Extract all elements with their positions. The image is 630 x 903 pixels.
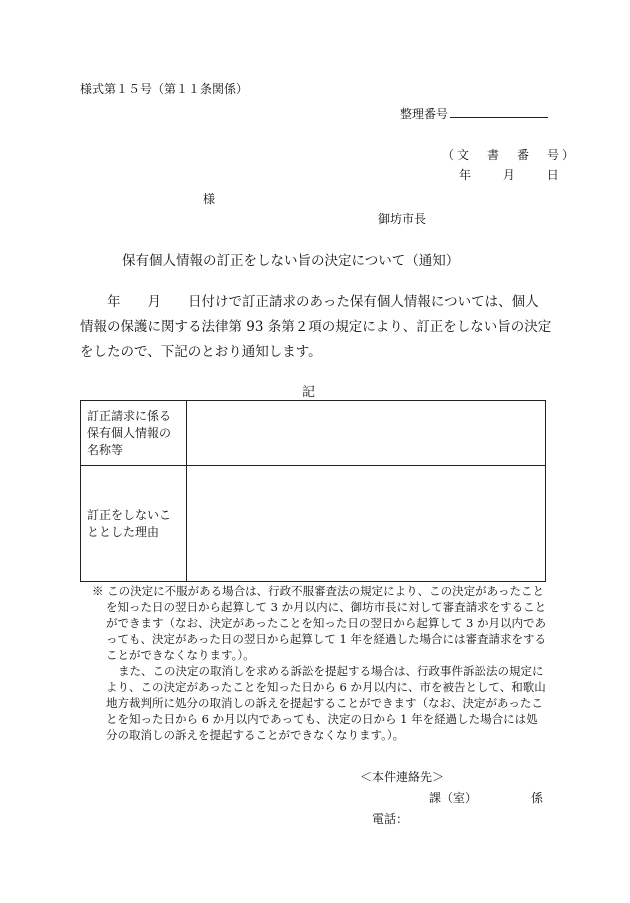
- date-day: 日: [546, 168, 559, 182]
- document-number: （文 書 番 号）: [442, 148, 578, 162]
- contact-section: [429, 789, 543, 806]
- table-label-reason: 訂正をしないこととした理由: [81, 466, 187, 582]
- table-value-reason: [187, 466, 546, 582]
- body-paragraph: 年 月 日付けで訂正請求のあった保有個人情報については、個人情報の保護に関する法律第 93 条第２項の規定により、訂正をしない旨の決定をしたので、下記のとおり通知します。: [80, 294, 552, 360]
- form-number: 様式第１５号（第１１条関係）: [80, 82, 249, 96]
- date-line: [459, 166, 559, 183]
- recipient: 様: [203, 192, 216, 206]
- issuer: 御坊市長: [378, 212, 427, 226]
- contact-phone: 電話：: [372, 812, 409, 826]
- ki-heading: 記: [302, 385, 316, 400]
- reference-number: [400, 105, 548, 122]
- date-month: 月: [502, 168, 515, 182]
- contact-header: ＜本件連絡先＞: [360, 770, 445, 784]
- info-table: [80, 400, 546, 582]
- contact-section-label: 課（室）: [429, 791, 478, 805]
- table-row: [81, 401, 546, 466]
- reference-number-label: 整理番号: [400, 107, 449, 121]
- table-value-info-name: [187, 401, 546, 466]
- notes: [92, 583, 549, 743]
- note-appeal: ※ この決定に不服がある場合は、行政不服審査法の規定により、この決定があったことを知った日の翌日から起算して 3 か月以内に、御坊市長に対して審査請求をすることができます（なお、決定があったことを知った日の翌日から起算して 3 か月以内であっても、決定があった日の翌日から起算して 1 年を経過した場合には審査請求をすることができなくなります。）。: [92, 584, 547, 662]
- reference-number-blank: [450, 105, 548, 118]
- table-row: [81, 466, 546, 582]
- note-lawsuit: また、この決定の取消しを求める訴訟を提起する場合は、行政事件訴訟法の規定により、この決定があったことを知った日から 6 か月以内に、市を被告として、和歌山地方裁判所に処分の取消しの訴えを提起することができます（なお、決定があったことを知った日から 6 か月以内であっても、決定の日から 1 年を経過した場合には処分の取消しの訴えを提起することができなくなります。）。: [106, 664, 546, 742]
- contact-staff-label: 係: [531, 791, 544, 805]
- page-title: 保有個人情報の訂正をしない旨の決定について（通知）: [122, 253, 460, 269]
- date-year: 年: [459, 168, 472, 182]
- table-label-info-name: 訂正請求に係る保有個人情報の名称等: [81, 401, 187, 466]
